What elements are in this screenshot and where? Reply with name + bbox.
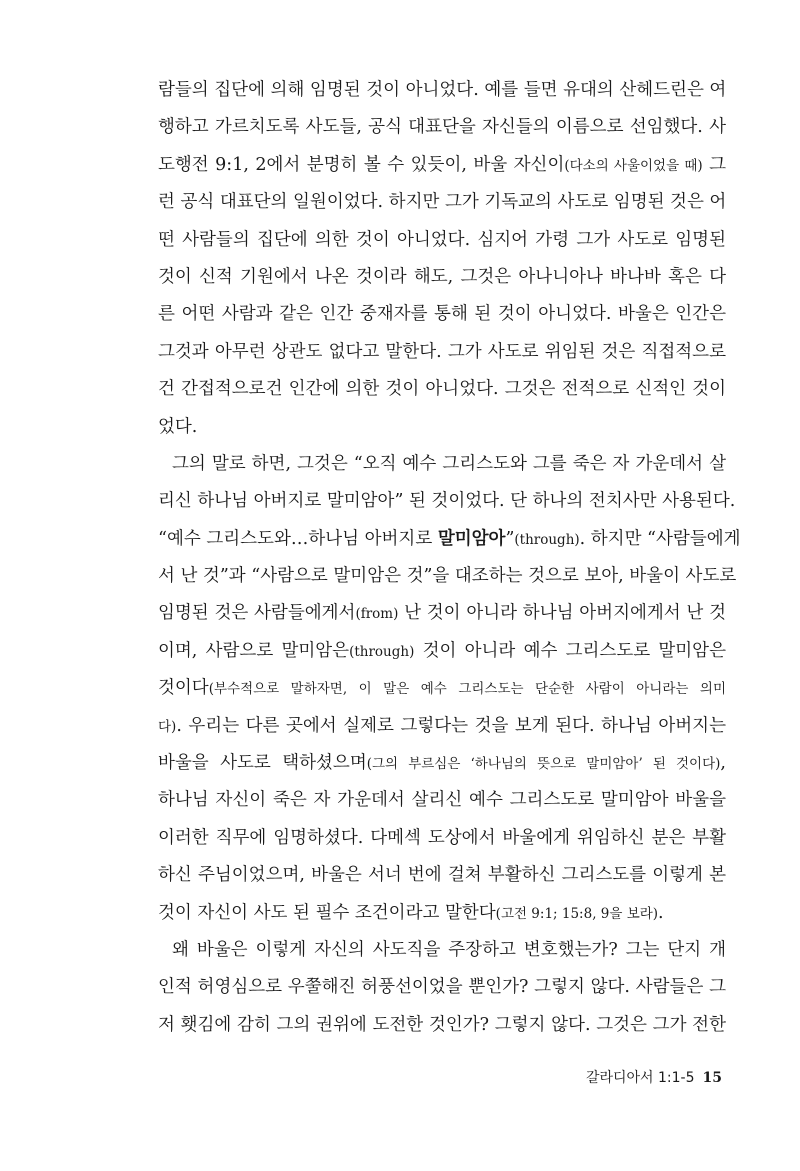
text-line: 하신 주님이었으며, 바울은 서너 번에 걸쳐 부활하신 그리스도를 이렇게 본 — [158, 865, 726, 886]
text-line: 른 어떤 사람과 같은 인간 중재자를 통해 된 것이 아니었다. 바울은 인간은 — [158, 304, 726, 325]
text-line: 이며, 사람으로 말미암은(through) 것이 아니라 예수 그리스도로 말미암은 — [158, 640, 726, 661]
text-line: 인적 허영심으로 우쭐해진 허풍선이었을 뿐인가? 그렇지 않다. 사람들은 그 — [158, 977, 726, 998]
text-line: 이러한 직무에 임명하셨다. 다메섹 도상에서 바울에게 위임하신 분은 부활 — [158, 827, 726, 848]
text-line: 하나님 자신이 죽은 자 가운데서 살리신 예수 그리스도로 말미암아 바울을 — [158, 790, 726, 811]
aside-note: (through) — [514, 531, 580, 548]
body-text — [158, 72, 741, 1044]
aside-note: (from) — [355, 606, 399, 623]
text-line: 그것과 아무런 상관도 없다고 말한다. 그가 사도로 위임된 것은 직접적으로 — [158, 341, 726, 362]
aside-note: 다) — [158, 718, 177, 735]
aside-note: (고전 9:1; 15:8, 9을 보라) — [495, 905, 659, 922]
text-line: 도행전 9:1, 2에서 분명히 볼 수 있듯이, 바울 자신이(다소의 사울이었을 때) 그 — [158, 154, 727, 175]
text-line: 다). 우리는 다른 곳에서 실제로 그렇다는 것을 보게 된다. 하나님 아버지는 — [158, 715, 726, 736]
text-line: 런 공식 대표단의 일원이었다. 하지만 그가 기독교의 사도로 임명된 것은 어 — [158, 192, 727, 213]
text-line: 것이 자신이 사도 된 필수 조건이라고 말한다(고전 9:1; 15:8, 9을 보라). — [158, 902, 664, 923]
text-line: 행하고 가르치도록 사도들, 공식 대표단을 자신들의 이름으로 선임했다. 사 — [158, 117, 726, 138]
text-line: “예수 그리스도와…하나님 아버지로 말미암아”(through). 하지만 “사람들에게 — [158, 528, 741, 549]
text-line: 리신 하나님 아버지로 말미암아” 된 것이었다. 단 하나의 전치사만 사용된다. — [158, 491, 736, 512]
aside-note: (다소의 사울이었을 때) — [564, 157, 703, 174]
text-line: 떤 사람들의 집단에 의한 것이 아니었다. 심지어 가령 그가 사도로 임명된 — [158, 229, 726, 250]
emphasis: 말미암아 — [437, 528, 506, 549]
aside-note: (부수적으로 말하자면, 이 말은 예수 그리스도는 단순한 사람이 아니라는 의미 — [208, 681, 726, 698]
text-line: 것이다(부수적으로 말하자면, 이 말은 예수 그리스도는 단순한 사람이 아니라는 의미 — [158, 678, 726, 699]
text-line: 건 간접적으로건 인간에 의한 것이 아니었다. 그것은 전적으로 신적인 것이 — [158, 379, 726, 400]
page-number: 15 — [702, 1070, 722, 1086]
text-line: 임명된 것은 사람들에게서(from) 난 것이 아니라 하나님 아버지에게서 난 것 — [158, 603, 726, 624]
text-line: 었다. — [158, 416, 198, 437]
text-line: 바울을 사도로 택하셨으며(그의 부르심은 ‘하나님의 뜻으로 말미암아’ 된 것이다), — [158, 753, 726, 774]
running-head: 갈라디아서 1:1-5 — [585, 1070, 695, 1086]
text-line: 왜 바울은 이렇게 자신의 사도직을 주장하고 변호했는가? 그는 단지 개 — [172, 939, 726, 960]
text-line: 람들의 집단에 의해 임명된 것이 아니었다. 예를 들면 유대의 산헤드린은 여 — [158, 80, 727, 100]
text-line: 저 횃김에 감히 그의 권위에 도전한 것인가? 그렇지 않다. 그것은 그가 전한 — [158, 1014, 726, 1035]
text-line: 그의 말로 하면, 그것은 “오직 예수 그리스도와 그를 죽은 자 가운데서 살 — [172, 453, 726, 474]
aside-note: (through) — [349, 643, 415, 660]
page-footer — [586, 1067, 722, 1087]
aside-note: (그의 부르심은 ‘하나님의 뜻으로 말미암아’ 된 것이다) — [366, 756, 721, 773]
text-line: 것이 신적 기원에서 나온 것이라 해도, 그것은 아나니아나 바나바 혹은 다 — [158, 266, 726, 287]
text-line: 서 난 것”과 “사람으로 말미암은 것”을 대조하는 것으로 보아, 바울이 사도로 — [158, 566, 737, 587]
